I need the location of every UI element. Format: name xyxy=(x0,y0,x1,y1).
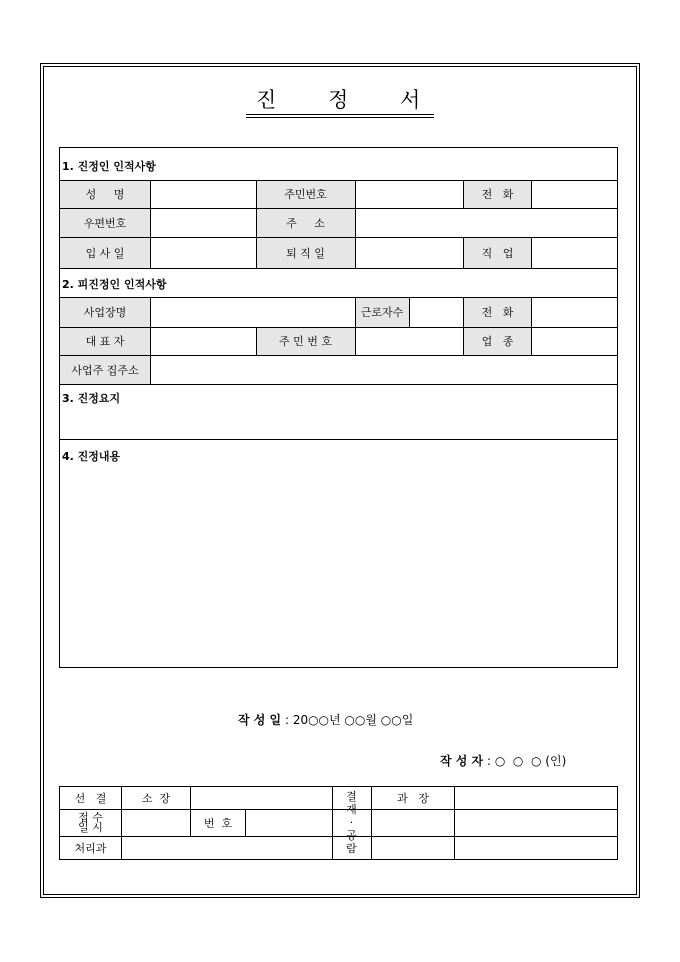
section-petitioner-heading: 1. 진정인 인적사항 xyxy=(62,160,156,173)
receipt-datetime-label: 접 수 일 시 xyxy=(78,811,103,834)
petitioner-address-field[interactable] xyxy=(356,209,617,237)
review-sign-field-4[interactable] xyxy=(455,837,617,859)
number-label: 번 호 xyxy=(203,816,233,830)
processing-dept-field[interactable] xyxy=(122,837,332,859)
zip-label: 우편번호 xyxy=(60,209,150,237)
representative-label: 대 표 자 xyxy=(60,328,150,355)
number-field[interactable] xyxy=(246,810,332,836)
representative-field[interactable] xyxy=(151,328,256,355)
chief-sign-field[interactable] xyxy=(191,787,332,809)
date-label: 작 성 일 xyxy=(238,713,282,727)
receipt-datetime-field[interactable] xyxy=(122,810,190,836)
title-underline xyxy=(246,114,434,115)
author-value: : ○ ○ ○ (인) xyxy=(483,754,567,768)
section-summary-heading: 3. 진정요지 xyxy=(62,392,121,405)
petitioner-rrn-field[interactable] xyxy=(356,181,463,208)
job-field[interactable] xyxy=(532,238,617,268)
review-sign-field-3[interactable] xyxy=(372,837,454,859)
workplace-label: 사업장명 xyxy=(60,298,150,327)
approval-table xyxy=(59,786,618,860)
author-line xyxy=(440,752,566,769)
workers-label: 근로자수 xyxy=(355,298,409,327)
title-underline-double xyxy=(246,117,434,118)
title-char-3: 서 xyxy=(400,88,421,112)
petitioner-name-field[interactable] xyxy=(151,181,256,208)
document-title xyxy=(246,84,434,118)
rrn-label: 주민번호 xyxy=(256,181,355,208)
manager-sign-field[interactable] xyxy=(455,787,617,809)
respondent-rrn-label: 주 민 번 호 xyxy=(256,328,355,355)
manager-label: 과 장 xyxy=(397,791,429,805)
content-field[interactable] xyxy=(60,462,617,666)
hire-date-field[interactable] xyxy=(151,238,256,268)
industry-field[interactable] xyxy=(532,328,617,355)
date-value: : 20○○년 ○○월 ○○일 xyxy=(281,713,414,727)
title-char-2: 정 xyxy=(328,88,349,112)
respondent-rrn-field[interactable] xyxy=(356,328,463,355)
author-label: 작 성 자 xyxy=(440,754,484,768)
owner-address-label: 사업주 집주소 xyxy=(60,356,150,384)
job-label: 직 업 xyxy=(464,238,531,268)
processing-dept-label: 처리과 xyxy=(74,841,107,855)
chief-label: 소 장 xyxy=(141,791,171,805)
name-label: 성 명 xyxy=(60,181,150,208)
section-respondent-heading: 2. 피진정인 인적사항 xyxy=(62,278,167,291)
petitioner-phone-field[interactable] xyxy=(532,181,617,208)
phone-label: 전 화 xyxy=(464,181,531,208)
workers-field[interactable] xyxy=(410,298,463,327)
industry-label: 업 종 xyxy=(464,328,531,355)
title-char-1: 진 xyxy=(256,88,277,112)
summary-field[interactable] xyxy=(60,404,617,438)
respondent-phone-field[interactable] xyxy=(532,298,617,327)
address-label: 주 소 xyxy=(256,209,355,237)
review-label: 결 재 · 공 람 xyxy=(346,790,357,855)
respondent-phone-label: 전 화 xyxy=(464,298,531,327)
petitioner-zip-field[interactable] xyxy=(151,209,256,237)
written-date xyxy=(238,711,413,728)
owner-address-field[interactable] xyxy=(151,356,617,384)
route-label: 선 결 xyxy=(74,791,107,805)
petition-form xyxy=(59,147,618,668)
section-content-heading: 4. 진정내용 xyxy=(62,450,121,463)
retire-date-label: 퇴 직 일 xyxy=(256,238,355,268)
review-sign-field-2[interactable] xyxy=(455,810,617,836)
hire-date-label: 입 사 일 xyxy=(60,238,150,268)
retire-date-field[interactable] xyxy=(356,238,463,268)
workplace-field[interactable] xyxy=(151,298,355,327)
review-sign-field-1[interactable] xyxy=(372,810,454,836)
